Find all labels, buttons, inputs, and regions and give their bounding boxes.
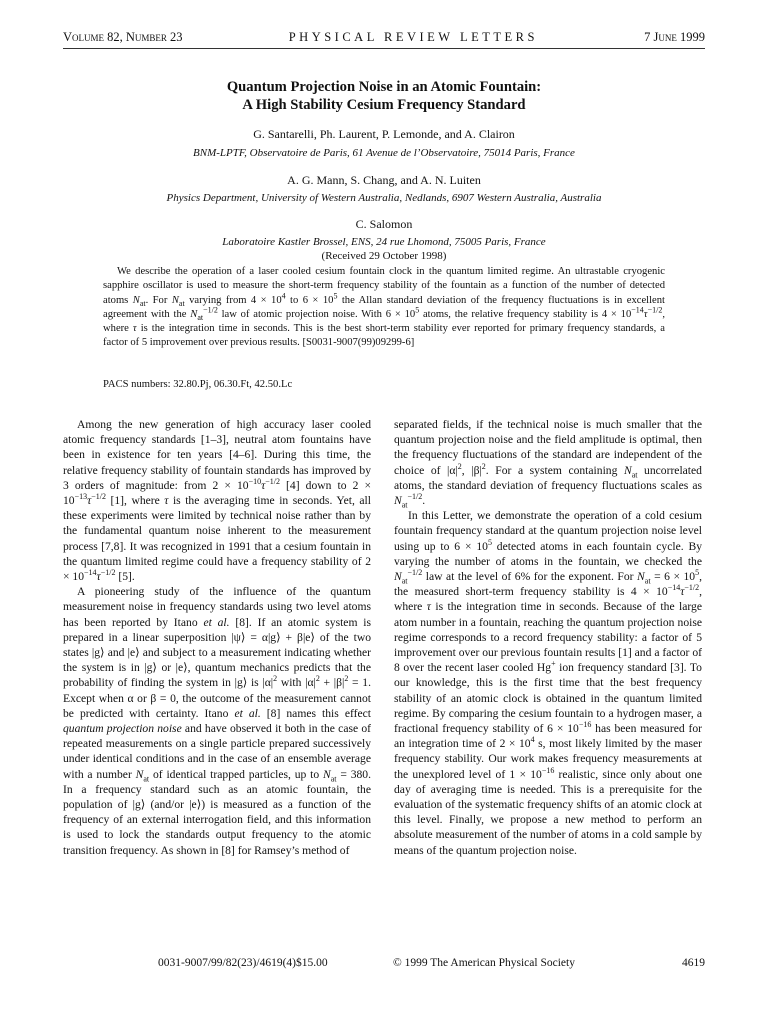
page-footer	[63, 957, 705, 973]
title-line-2: A High Stability Cesium Frequency Standard	[242, 97, 526, 113]
author-group-2: A. G. Mann, S. Chang, and A. N. Luiten	[287, 173, 481, 187]
affiliation-3: Laboratoire Kastler Brossel, ENS, 24 rue Lhomond, 75005 Paris, France	[222, 236, 546, 248]
author-group-3: C. Salomon	[355, 217, 413, 231]
running-header	[63, 28, 705, 46]
paragraph: Among the new generation of high accuracy laser cooled atomic frequency standards [1–3], neutral atom fountains have been in existence for ten years [4–6]. During this time, the relative frequency stability of fountain standards has improved by 3 orders of magnitude: from $2 \times 10^{-10}\tau^{-1/2}$ [4] down to $2 \times 10^{-13}\tau^{-1/2}$ [1], where τ is the averaging time in seconds. Yet, all these experiments were limited by technical noise rather than by the fundamental quantum noise inherent to the measurement process [7,8]. It was recognized in 1991 that a cesium fountain in the quantum limited regime could have a frequency stability of $2 \times 10^{-14}\tau^{-1/2}$ [5].	[63, 418, 372, 584]
pacs-numbers: PACS numbers: 32.80.Pj, 06.30.Ft, 42.50.Lc	[103, 379, 293, 390]
header-rule	[63, 48, 705, 49]
abstract: We describe the operation of a laser cooled cesium fountain clock in the quantum limited regime. An ultrastable cryogenic sapphire oscillator is used to measure the short-term frequency stability of the fountain as a function of the number of detected atoms $N_{at}$. For $N_{at}$ varying from $4 \times 10^4$ to $6 \times 10^5$ the Allan standard deviation of the frequency fluctuations is in excellent agreement with the $N_{at}^{-1/2}$ law of atomic projection noise. With $6 \times 10^5$ atoms, the relative frequency stability is $4 \times 10^{-14}\tau^{-1/2}$, where τ is the integration time in seconds. This is the best short-term stability ever reported for primary frequency standards, a factor of 5 improvement over previous results. [S0031-9007(99)09299-6]	[103, 266, 666, 349]
copyright-notice: © 1999 The American Physical Society	[393, 957, 575, 969]
journal-name: PHYSICAL REVIEW LETTERS	[288, 29, 538, 44]
paragraph: A pioneering study of the influence of the quantum measurement noise in frequency standards using two level atoms has been reported by Itano et al. [8]. If an atomic system is prepared in a linear superposition |ψ⟩ = α|g⟩ + β|e⟩ of the two states |g⟩ and |e⟩ and subject to a measurement indicating whether the system is in |g⟩ or |e⟩, quantum mechanics predicts that the probability of finding the system in |g⟩ is $|\alpha|^2$ with $|\alpha|^2 + |\beta|^2 = 1$. Except when α or β = 0, the outcome of the measurement cannot be predicted with certainty. Itano et al. [8] names this effect quantum projection noise and have observed it both in the case of repeated measurements on a single particle prepared successively under identical conditions and in the case of an ensemble average with a number $N_{at}$ of identical trapped particles, up to $N_{at} = 380$. In a frequency standard such as an atomic fountain, the population of |g⟩ (and/or |e⟩) is measured as a function of the frequency of an external interrogation field, and this information is used to lock the standards output frequency to the atomic transition frequency. As shown in [8] for Ramsey’s method of	[63, 585, 372, 857]
body-column-left	[63, 417, 371, 858]
page-number: 4619	[682, 957, 705, 969]
volume-number: Volume 82, Number 23	[63, 29, 183, 44]
issue-date: 7 June 1999	[644, 29, 705, 44]
body-column-right	[394, 417, 702, 858]
received-date: (Received 29 October 1998)	[321, 250, 447, 262]
title-line-1: Quantum Projection Noise in an Atomic Fountain:	[226, 79, 542, 95]
paper-title	[63, 78, 705, 114]
paragraph: In this Letter, we demonstrate the operation of a cold cesium fountain frequency standard at the quantum projection noise level using up to $6 \times 10^5$ detected atoms in each fountain cycle. By varying the number of atoms in the fountain, we checked the $N_{at}^{-1/2}$ law at the level of 6% for the exponent. For $N_{at} = 6 \times 10^5$, the measured short-term frequency stability is $4 \times 10^{-14}\tau^{-1/2}$, where τ is the integration time in seconds. Because of the large atom number in a fountain, reaching the quantum projection noise regime corresponds to a record frequency stability: a factor of 5 improvement over our previous fountain results [1] and a factor of 8 over the recent laser cooled Hg+ ion frequency standard [3]. To our knowledge, this is the first time that the best frequency stability of an atomic clock is obtained in the quantum limited regime. By comparing the cesium fountain to a hydrogen maser, a fractional frequency stability of $6 \times 10^{-16}$ has been measured for an integration time of $2 \times 10^4$ s, most likely limited by the maser frequency stability. Our work makes frequency measurements at the unexplored level of $1 \times 10^{-16}$ realistic, since only about one day of averaging time is needed. This is a prerequisite for the evaluation of the systematic frequency shifts of an atomic clock at this level. Finally, we propose a new method to perform an absolute measurement of the number of atoms in a cold sample by means of the quantum projection noise.	[394, 509, 703, 857]
author-group-1: G. Santarelli, Ph. Laurent, P. Lemonde, and A. Clairon	[253, 127, 515, 141]
paragraph: separated fields, if the technical noise is much smaller that the quantum projection noise and the field amplitude is optimal, then the frequency fluctuations of the standard are independent of the choice of $|\alpha|^2$, $|\beta|^2$. For a system containing $N_{at}$ uncorrelated atoms, the standard deviation of frequency fluctuations scales as $N_{at}^{-1/2}$.	[394, 418, 702, 510]
article-code: 0031-9007/99/82(23)/4619(4)$15.00	[158, 957, 328, 969]
affiliation-1: BNM-LPTF, Observatoire de Paris, 61 Avenue de l’Observatoire, 75014 Paris, France	[193, 147, 575, 159]
affiliation-2: Physics Department, University of Western Australia, Nedlands, 6907 Western Australia, Australia	[166, 192, 602, 204]
